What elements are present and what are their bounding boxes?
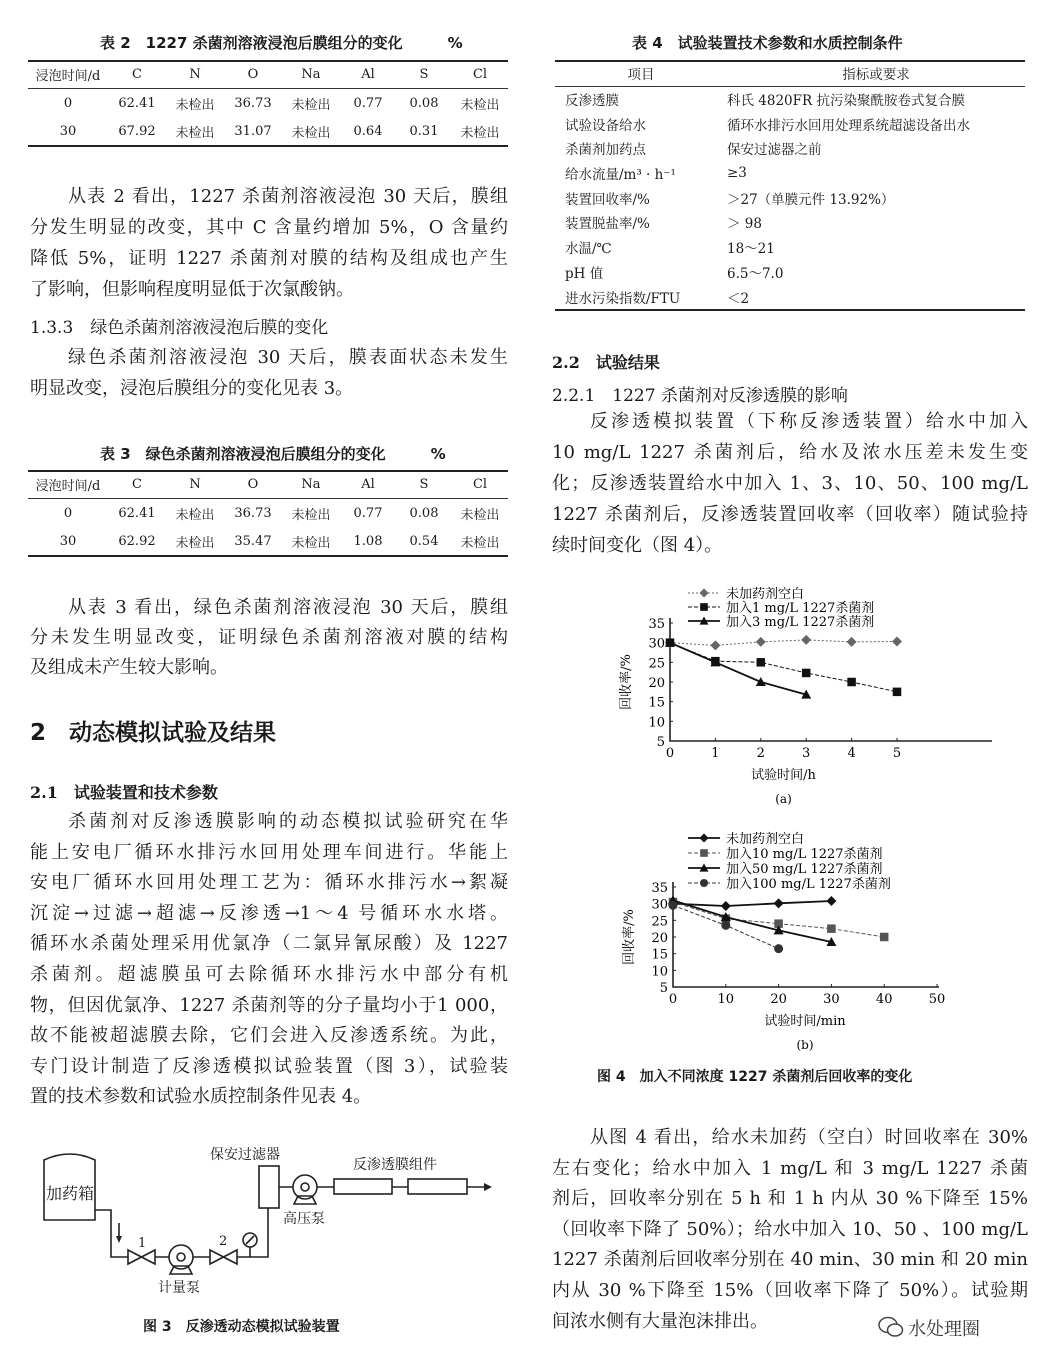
table-cell: 水温/℃ — [565, 241, 612, 258]
x-axis-label: 试验时间/h — [751, 768, 816, 783]
legend-label: 加入3 mg/L 1227杀菌剂 — [726, 615, 875, 630]
x-tick-label: 20 — [770, 992, 787, 1007]
y-tick-label: 10 — [648, 715, 665, 731]
column-header: Cl — [472, 476, 488, 492]
y-tick-label: 30 — [648, 636, 665, 652]
table-cell: 0 — [63, 95, 73, 111]
table-cell: 0.31 — [409, 123, 439, 139]
table-cell: 30 — [59, 123, 77, 139]
text-line: 左右变化；给水中加入 1 mg/L 和 3 mg/L 1227 杀菌 — [552, 1157, 1028, 1179]
text-line: 了影响，但影响程度明显低于次氯酸钠。 — [30, 279, 354, 300]
table-cell: 杀菌剂加药点 — [565, 142, 646, 159]
y-axis-label: 回收率/% — [619, 654, 634, 710]
table-cell: 0.64 — [353, 123, 383, 139]
section-2-2-heading: 2.2 试验结果 — [552, 353, 660, 372]
axes — [673, 882, 939, 987]
x-tick-label: 50 — [928, 992, 946, 1007]
y-tick-label: 25 — [648, 656, 665, 672]
column-header: Al — [361, 476, 375, 492]
wechat-icon — [878, 1315, 904, 1339]
column-header: S — [419, 66, 429, 82]
table-cell: 未检出 — [291, 125, 331, 141]
table-cell: 67.92 — [118, 123, 156, 139]
column-header: Cl — [472, 66, 488, 82]
table-row — [555, 161, 1025, 186]
text-line: 从图 4 看出，给水未加药（空白）时回收率在 30% — [590, 1127, 1028, 1148]
watermark-text: 水处理圈 — [908, 1319, 980, 1340]
text-line: 杀菌剂。超滤膜虽可去除循环水排污水中部分有机 — [30, 964, 508, 985]
text-line: 专门设计制造了反渗透模拟试验装置（图 3），试验装 — [30, 1055, 508, 1077]
table-cell: 6.5～7.0 — [726, 265, 784, 282]
square-marker — [757, 658, 766, 667]
table-row — [555, 210, 1025, 235]
text-line: 反渗透模拟装置（下称反渗透装置）给水中加入 — [590, 411, 1028, 432]
axes — [670, 618, 992, 741]
x-tick-label: 4 — [847, 746, 856, 761]
table-cell: 31.07 — [234, 123, 272, 139]
column-header: 浸泡时间/d — [35, 68, 101, 84]
label-tank: 加药箱 — [46, 1184, 95, 1203]
table-cell: 未检出 — [460, 125, 500, 141]
ro-module-1 — [334, 1179, 392, 1194]
table4-title: 表 4 试验装置技术参数和水质控制条件 — [632, 34, 903, 52]
label-filter: 保安过滤器 — [210, 1147, 280, 1163]
figure4a-chart — [600, 575, 1000, 810]
legend-label: 加入50 mg/L 1227杀菌剂 — [726, 862, 883, 877]
column-header: 指标或要求 — [842, 67, 910, 84]
y-tick-label: 5 — [656, 735, 665, 750]
x-tick-label: 0 — [668, 992, 678, 1007]
table-cell: 0.08 — [409, 95, 439, 111]
table-cell: 36.73 — [234, 95, 272, 111]
table-row — [555, 235, 1025, 260]
diamond-marker — [756, 637, 766, 647]
y-tick-label: 30 — [651, 897, 668, 913]
table-row — [555, 86, 1025, 111]
square-marker — [880, 933, 889, 942]
column-header: C — [132, 476, 142, 492]
y-tick-label: 15 — [648, 695, 665, 711]
table-cell: 未检出 — [460, 507, 500, 523]
table-header-row — [28, 470, 508, 499]
table-cell: ＞27（单膜元件 13.92%） — [726, 191, 895, 208]
table-cell: 进水污染指数/FTU — [565, 290, 681, 307]
text-line: 剂后，回收率分别在 5 h 和 1 h 内从 30 %下降至 15% — [552, 1188, 1028, 1210]
column-header: 项目 — [627, 67, 655, 84]
table-row — [555, 136, 1025, 161]
label-valve1: 1 — [138, 1236, 147, 1251]
table-cell: ≥3 — [726, 165, 747, 182]
text-line: 续时间变化（图 4）。 — [552, 535, 723, 556]
table-row — [28, 527, 508, 556]
square-marker — [893, 688, 902, 697]
square-marker — [827, 924, 836, 933]
x-axis-label: 试验时间/min — [764, 1014, 846, 1029]
diamond-marker — [710, 640, 720, 650]
column-header: N — [189, 476, 201, 492]
table-cell: 35.47 — [234, 533, 272, 549]
text-line: 间浓水侧有大量泡沫排出。 — [552, 1310, 768, 1332]
table-cell: 0 — [63, 505, 73, 521]
circle-marker — [700, 879, 708, 887]
label-hp-pump: 高压泵 — [283, 1211, 325, 1227]
section-2-2-1-heading: 2.2.1 1227 杀菌剂对反渗透膜的影响 — [552, 386, 848, 406]
table2 — [28, 60, 508, 147]
table-cell: 未检出 — [175, 507, 215, 523]
y-tick-label: 35 — [651, 881, 668, 896]
table-cell: 18～21 — [726, 241, 775, 258]
x-tick-label: 30 — [823, 992, 840, 1007]
table2-title: 表 2 1227 杀菌剂溶液浸泡后膜组分的变化 % — [100, 34, 463, 52]
square-marker — [847, 678, 856, 687]
diamond-marker — [826, 896, 836, 906]
legend-label: 加入1 mg/L 1227杀菌剂 — [726, 601, 875, 616]
x-tick-label: 2 — [756, 746, 765, 761]
text-line: 从表 2 看出，1227 杀菌剂溶液浸泡 30 天后，膜组 — [68, 186, 508, 207]
text-line: 明显改变，浸泡后膜组分的变化见表 3。 — [30, 378, 354, 399]
column-header: O — [247, 476, 259, 492]
text-line: 分未发生明显改变，证明绿色杀菌剂溶液对膜的结构 — [30, 627, 508, 648]
text-line: 化；反渗透装置给水中加入 1、3、10、50、100 mg/L — [552, 473, 1028, 494]
legend-label: 未加药剂空白 — [726, 832, 805, 847]
y-tick-label: 35 — [648, 617, 665, 632]
series-line — [670, 643, 897, 692]
table-row — [555, 260, 1025, 285]
text-line: 循环水杀菌处理采用优氯净（二氯异氰尿酸）及 1227 — [30, 933, 508, 955]
table-cell: 循环水排污水回用处理系统超滤设备出水 — [726, 117, 970, 134]
diamond-marker — [721, 901, 731, 911]
x-tick-label: 0 — [665, 746, 675, 761]
square-marker — [700, 849, 708, 857]
section-2-heading: 2 动态模拟试验及结果 — [30, 720, 277, 746]
x-tick-label: 10 — [717, 992, 735, 1007]
table-cell: 62.41 — [118, 505, 156, 521]
watermark — [878, 1314, 998, 1340]
ro-module-2 — [408, 1179, 467, 1194]
table3-title: 表 3 绿色杀菌剂溶液浸泡后膜组分的变化 % — [100, 445, 446, 463]
table4 — [555, 61, 1025, 311]
legend-label: 未加药剂空白 — [726, 587, 805, 602]
text-line: 10 mg/L 1227 杀菌剂后，给水及浓水压差未发生变 — [552, 442, 1028, 463]
text-line: （回收率下降了 50%）；给水中加入 10、50 、100 mg/L — [552, 1218, 1028, 1240]
column-header: Na — [301, 66, 321, 82]
x-tick-label: 5 — [892, 746, 902, 761]
column-header: O — [247, 66, 259, 82]
table-cell: 62.92 — [118, 533, 156, 549]
y-tick-label: 5 — [659, 981, 668, 996]
x-tick-label: 1 — [711, 746, 720, 761]
figure3-caption: 图 3 反渗透动态模拟试验装置 — [143, 1319, 340, 1335]
diamond-marker — [774, 898, 784, 908]
table-cell: 30 — [59, 533, 77, 549]
table-row — [555, 284, 1025, 310]
y-tick-label: 20 — [648, 676, 665, 691]
table-cell: 1.08 — [353, 533, 383, 549]
text-line: 及组成未产生较大影响。 — [30, 657, 228, 678]
y-tick-label: 15 — [651, 947, 668, 963]
table-row — [555, 111, 1025, 136]
section-2-1-heading: 2.1 试验装置和技术参数 — [30, 783, 218, 802]
figure4-caption: 图 4 加入不同浓度 1227 杀菌剂后回收率的变化 — [597, 1069, 913, 1085]
text-line: 故不能被超滤膜去除，它们会进入反渗透系统。为此， — [30, 1025, 508, 1047]
square-marker — [802, 669, 811, 678]
table-row — [28, 499, 508, 528]
text-line: 从表 3 看出，绿色杀菌剂溶液浸泡 30 天后，膜组 — [68, 597, 508, 618]
text-line: 沉淀→过滤→超滤→反渗透→1～4 号循环水水塔。 — [30, 902, 508, 924]
circle-marker — [669, 901, 678, 910]
text-line: 降低 5%，证明 1227 杀菌剂对膜的结构及组成也产生 — [30, 248, 508, 269]
table-cell: 装置脱盐率/% — [565, 216, 650, 233]
table-cell: 0.77 — [353, 505, 383, 521]
text-line: 内从 30 %下降至 15%（回收率下降了 50%）。试验期 — [552, 1280, 1028, 1301]
diamond-marker — [700, 834, 709, 843]
table3 — [28, 470, 508, 557]
table-row — [555, 185, 1025, 210]
y-tick-label: 20 — [651, 931, 668, 946]
outlet-arrow-icon — [484, 1183, 492, 1191]
text-line: 物，但因优氯净、1227 杀菌剂等的分子量均小于1 000， — [30, 994, 508, 1016]
text-line: 安电厂循环水回用处理工艺为：循环水排污水→絮凝 — [30, 872, 508, 894]
table-cell: 未检出 — [175, 535, 215, 551]
column-header: 浸泡时间/d — [35, 478, 101, 494]
text-line: 能上安电厂循环水排污水回用处理车间进行。华能上 — [30, 841, 508, 863]
panel-label: (a) — [775, 792, 792, 806]
y-axis-label: 回收率/% — [622, 909, 637, 965]
text-line: 分发生明显的改变，其中 C 含量约增加 5%，O 含量约 — [30, 217, 508, 238]
x-tick-label: 3 — [802, 746, 811, 761]
table-cell: pH 值 — [565, 265, 604, 282]
y-tick-label: 10 — [651, 964, 668, 980]
table-row — [28, 89, 508, 118]
table-cell: 科氏 4820FR 抗污染聚酰胺卷式复合膜 — [726, 93, 965, 110]
square-marker — [700, 603, 708, 611]
figure4b-chart — [600, 825, 980, 1060]
label-meter-pump: 计量泵 — [158, 1280, 200, 1296]
table-cell: 未检出 — [460, 535, 500, 551]
table-cell: 62.41 — [118, 95, 156, 111]
diamond-marker — [847, 637, 857, 647]
panel-label: (b) — [796, 1038, 814, 1052]
diamond-marker — [801, 635, 811, 645]
valve-1 — [128, 1250, 155, 1264]
table-header-row — [28, 60, 508, 89]
column-header: Na — [301, 476, 321, 492]
security-filter — [259, 1166, 279, 1208]
table-cell: 装置回收率/% — [565, 191, 650, 208]
label-ro: 反渗透膜组件 — [353, 1157, 437, 1173]
table-cell: 未检出 — [175, 125, 215, 141]
table-cell: 试验设备给水 — [565, 117, 646, 134]
y-tick-label: 25 — [651, 914, 668, 930]
section-1-3-3-heading: 1.3.3 绿色杀菌剂溶液浸泡后膜的变化 — [30, 318, 329, 338]
circle-marker — [774, 944, 783, 953]
column-header: Al — [361, 66, 375, 82]
text-line: 置的技术参数和试验水质控制条件见表 4。 — [30, 1086, 372, 1108]
table-cell: 未检出 — [460, 97, 500, 113]
x-tick-label: 40 — [875, 992, 893, 1007]
circle-marker — [721, 921, 730, 930]
triangle-marker — [756, 677, 766, 686]
table-cell: 给水流量/m³ · h⁻¹ — [565, 167, 676, 184]
label-valve2: 2 — [219, 1234, 228, 1249]
table-cell: 反渗透膜 — [565, 93, 619, 110]
text-line: 绿色杀菌剂溶液浸泡 30 天后，膜表面状态未发生 — [68, 347, 508, 368]
column-header: C — [132, 66, 142, 82]
diamond-marker — [892, 636, 902, 646]
text-line: 1227 杀菌剂后回收率分别在 40 min、30 min 和 20 min — [552, 1249, 1028, 1271]
table-cell: 未检出 — [291, 535, 331, 551]
legend-label: 加入10 mg/L 1227杀菌剂 — [726, 847, 883, 862]
table-cell: 0.08 — [409, 505, 439, 521]
diamond-marker — [700, 589, 709, 598]
table-cell: ＜2 — [726, 290, 750, 307]
valve-2 — [210, 1250, 237, 1264]
table-cell: 未检出 — [291, 97, 331, 113]
table-header-row — [555, 61, 1025, 86]
table-cell: 未检出 — [175, 97, 215, 113]
text-line: 杀菌剂对反渗透膜影响的动态模拟试验研究在华 — [68, 811, 508, 832]
table-cell: 0.54 — [409, 533, 439, 549]
table-cell: 36.73 — [234, 505, 272, 521]
table-cell: 0.77 — [353, 95, 383, 111]
table-cell: ＞ 98 — [726, 216, 762, 233]
table-cell: 保安过滤器之前 — [726, 142, 822, 159]
legend-label: 加入100 mg/L 1227杀菌剂 — [726, 877, 891, 892]
column-header: N — [189, 66, 201, 82]
table-row — [28, 117, 508, 146]
text-line: 1227 杀菌剂后，反渗透装置回收率（回收率）随试验持 — [552, 504, 1028, 525]
table-cell: 未检出 — [291, 507, 331, 523]
series-line — [670, 640, 897, 646]
series-line — [673, 901, 831, 906]
column-header: S — [419, 476, 429, 492]
